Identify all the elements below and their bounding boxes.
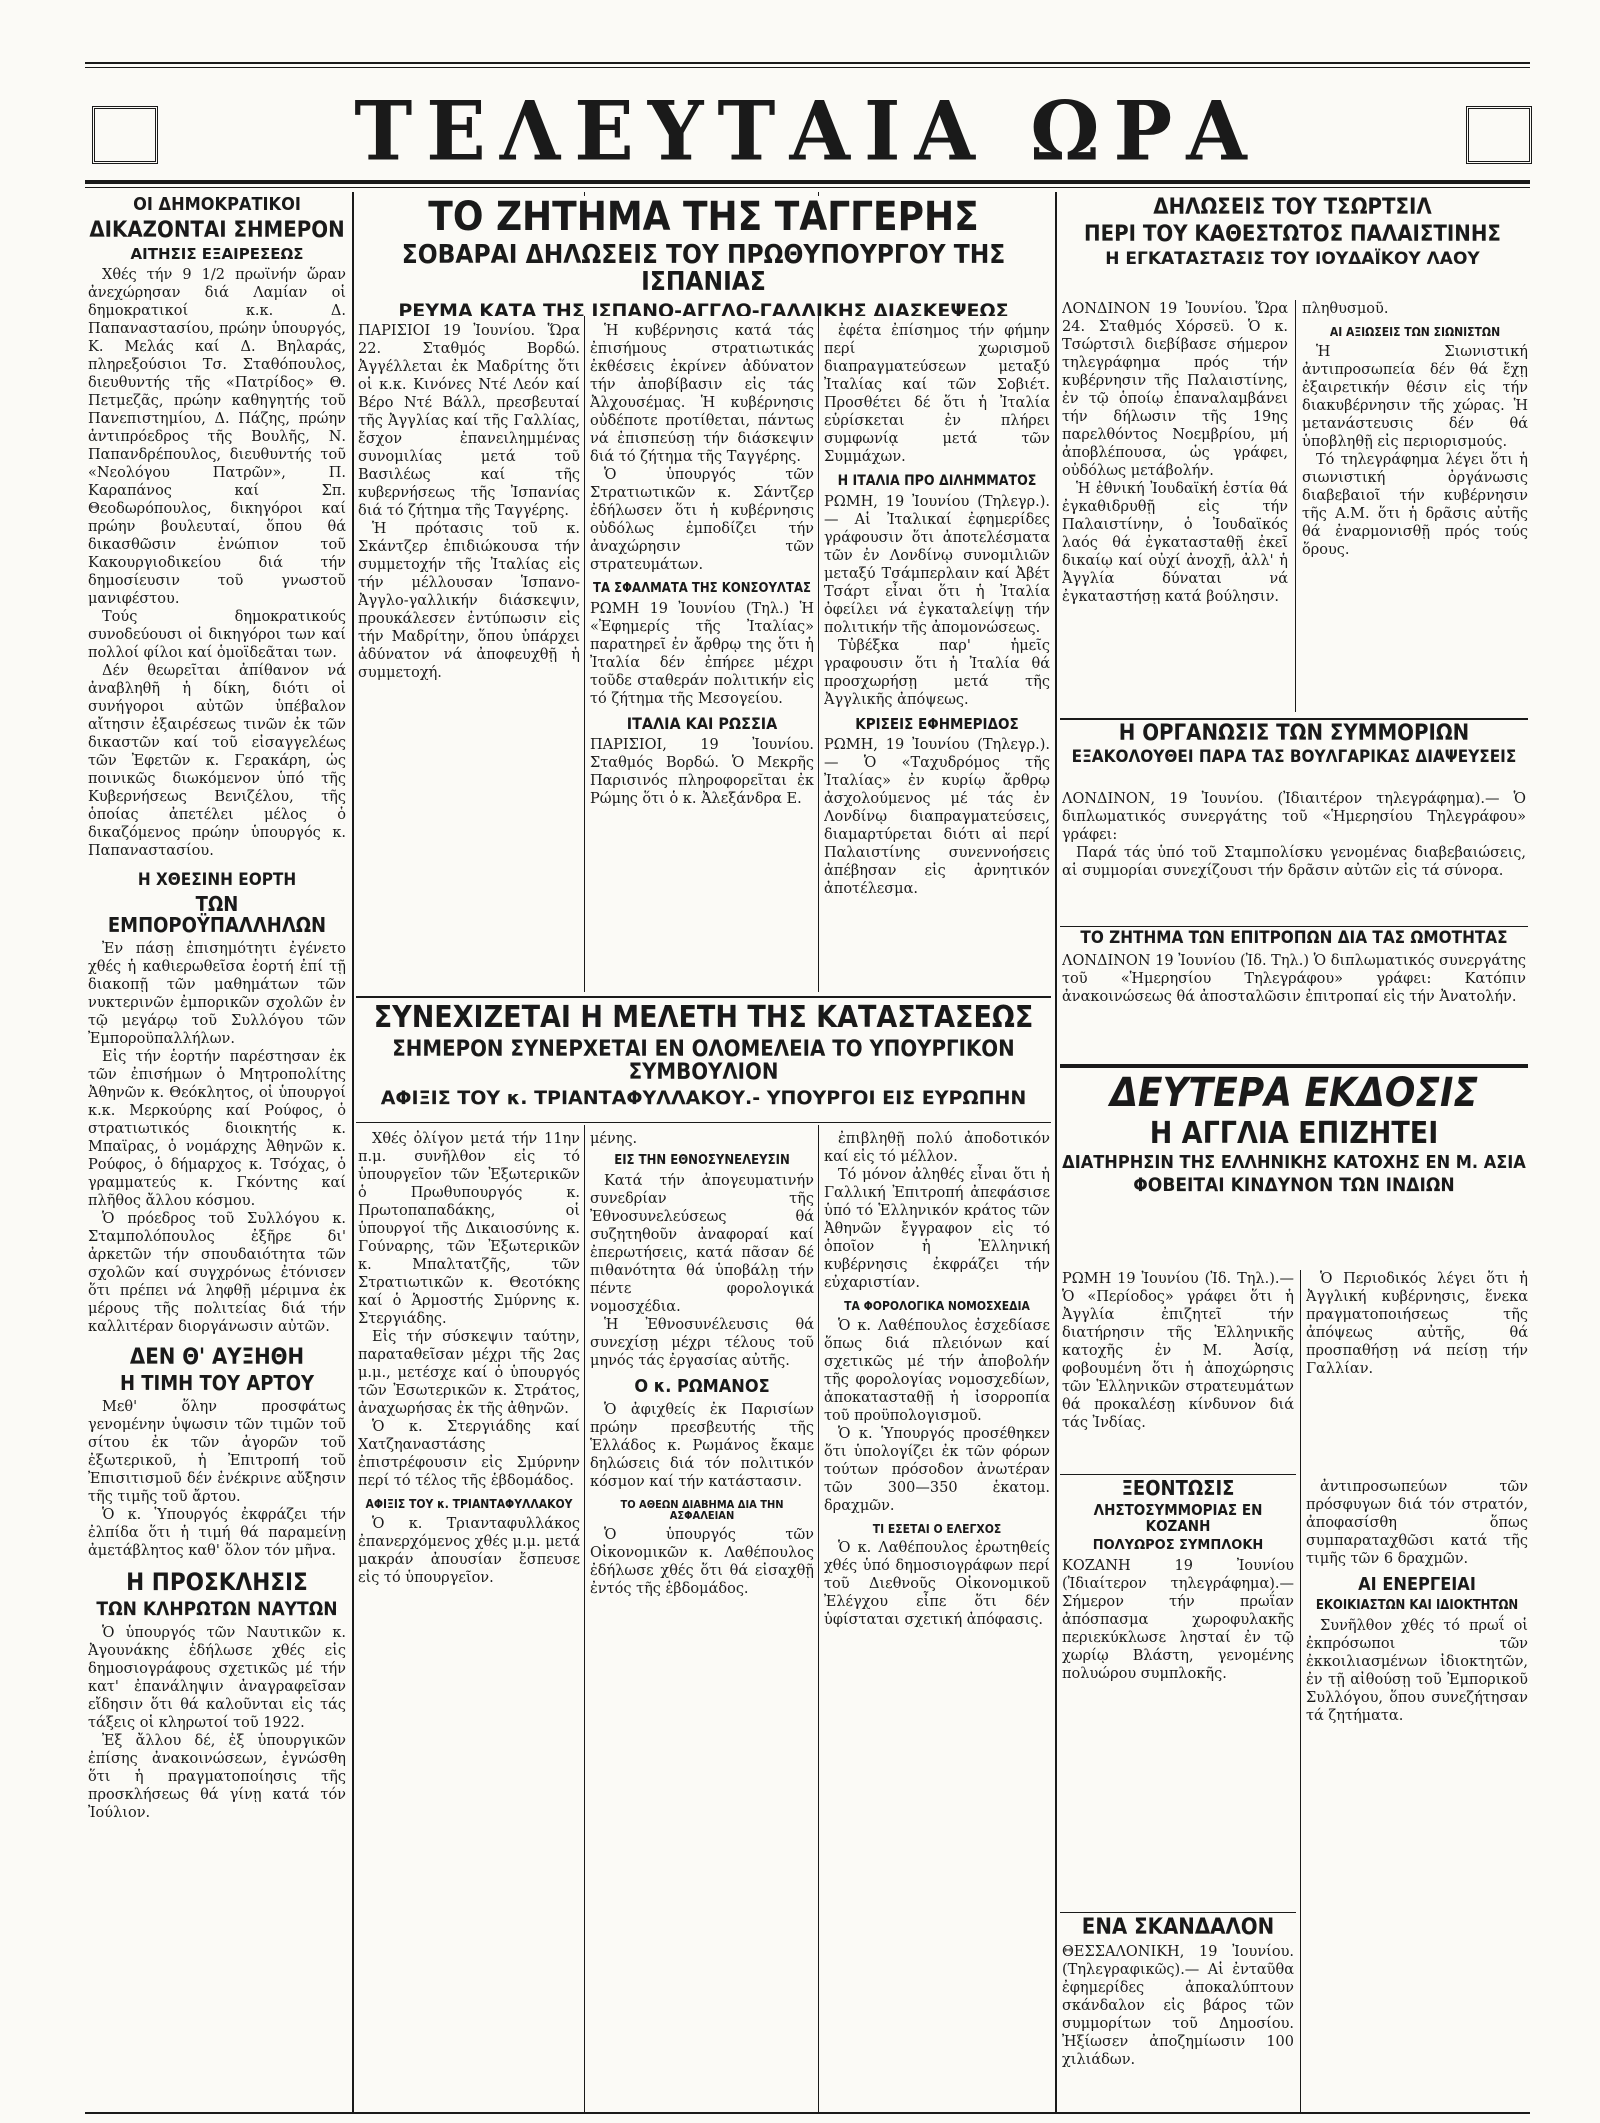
top-rule-2 [85,67,1530,68]
col-rule-1 [352,192,354,2112]
tenants-block [1306,1478,1528,2110]
center-column-c [824,1130,1050,2110]
subhead-arrival: ΑΦΙΞΙΣ ΤΟΥ κ. ΤΡΙΑΝΤΑΦΥΛΛΑΚΟΥ.- ΥΠΟΥΡΓΟΙ ΕΙΣ ΕΥΡΩΠΗΝ [380,1086,1027,1109]
article-text: πληθυσμοῦ. [1302,301,1389,317]
article-text: Παρά τάς ὑπό τοῦ Σταμπολίσκυ γενομένας διαβεβαιώσεις, αἱ συμμορίαι συνεχίζουσι τήν δρᾶσιν αὐτῶν εἰς τά σύνορα. [1062,845,1526,879]
article-text: Ὁ κ. Στεργιάδης καί Χατζηαναστάσης ἐπιστρέφουσιν εἰς Σμύρνην περί τό τέλος τῆς ἑβδομάδος. [358,1419,580,1489]
article-text: ΠΑΡΙΣΙΟΙ 19 Ἰουνίου. Ὥρα 22. Σταθμός Βορδώ. Ἀγγέλλεται ἐκ Μαδρίτης ὅτι οἱ κ.κ. Κινόνες Ντέ Λεόν καί Βέρο Ντέ Βάλλ, πρεσβευταί τῆς Ἀγγλίας καί τῆς Γαλλίας, ἔσχον ἐπανειλημμένας συνομιλίας μετά τοῦ Βασιλέως καί τῆς κυβερνήσεως τῆς Ἰσπανίας διά τό ζήτημα τῆς Ταγγέρης. [358,323,580,519]
headline-national-assembly: ΕΙΣ ΤΗΝ ΕΘΝΟΣΥΝΕΛΕΥΣΙΝ [614,1153,790,1168]
subhead-conference: ΡΕΥΜΑ ΚΑΤΑ ΤΗΣ ΙΣΠΑΝΟ-ΑΓΓΛΟ-ΓΑΛΛΙΚΗΣ ΔΙΑΣΚΕΨΕΩΣ [398,299,1009,316]
article-text: ΡΩΜΗ 19 Ἰουνίου (Τηλ.) Ἡ «Ἐφημερίς τῆς Ἰταλίας» παρατηρεῖ ἐν ἄρθρῳ της ὅτι ἡ Ἰταλία δέν ἐπήρεε μέχρι τοῦδε σταθεράν πολιτικήν εἰς τό ζήτημα τῆς Μεσογείου. [590,600,814,707]
article-text: ΡΩΜΗ 19 Ἰουνίου (Ἰδ. Τηλ.).— Ὁ «Περίοδος» γράφει ὅτι ἡ Ἀγγλία ἐπιζητεῖ τήν διατήρησιν τῆς Ἑλληνικῆς κατοχῆς ἐν Μ. Ἀσίᾳ, φοβουμένη ὅτι ἡ ἀποχώρησις τῶν Ἑλληνικῶν στρατευμάτων θά προκαλέσῃ κίνδυνον διά τάς Ἰνδίας. [1062,1271,1294,1431]
article-text: Χθές τήν 9 1/2 πρωϊνήν ὥραν ἀνεχώρησαν διά Λαμίαν οἱ δημοκρατικοί κ.κ. Δ. Παπαναστασίου, πρώην ὑπουργός, Κ. Μελάς καί Δ. Βηλαράς, πληρεξούσιοι Τσ. Σταθόπουλος, διευθυντής τῆς «Πατρίδος» Θ. Πετμεζᾶς, πρώην καθηγητής τοῦ Πανεπιστημίου, Δ. Πάζης, πρώην ἀντιπρόεδρος τῆς Βουλῆς, Ν. Παπανδρέπουλος, διευθυντής τοῦ «Νεολόγου Πατρῶν», Π. Καραπάνος καί Σπ. Θεοδωρόπουλος, δικηγόροι καί πρώην βουλευταί, ὅπου θά δικασθῶσιν ἐνώπιον τοῦ Κακουργιοδικείου διά τήν δημοσίευσιν τοῦ γνωστοῦ μανιφέστου. [88,267,346,608]
column-2a [358,322,580,992]
headline-tax-bills: ΤΑ ΦΟΡΟΛΟΓΙΚΑ ΝΟΜΟΣΧΕΔΙΑ [844,1299,1030,1313]
article-text: Ἐν πάσῃ ἐπισημότητι ἐγένετο χθές ἡ καθιερωθεῖσα ἑορτή ἐπί τῇ διακοπῇ τῶν μαθημάτων τῶν νυκτερινῶν ἐμπορικῶν σχολῶν ἐν τῷ μεγάρῳ τοῦ Συλλόγου τῶν Ἐμποροϋπαλλήλων. [88,941,346,1048]
article-text: ΚΟΖΑΝΗ 19 Ἰουνίου (Ἰδιαίτερον τηλεγράφημα).— Σήμερον τήν πρωΐαν ἀπόσπασμα χωροφυλακῆς περιεκύκλωσε λησταί ἐν τῷ χωρίῳ Βλάστη, γενομένης πολυώρου συμπλοκῆς. [1062,1557,1294,1682]
column-4c [1062,790,1526,920]
headline-cabinet-meeting: ΣΗΜΕΡΟΝ ΣΥΝΕΡΧΕΤΑΙ ΕΝ ΟΛΟΜΕΛΕΙΑ ΤΟ ΥΠΟΥΡΓΙΚΟΝ ΣΥΜΒΟΥΛΙΟΝ [392,1036,1015,1085]
second-edition-rule [1060,1064,1528,1068]
col-rule-5 [584,1125,585,2112]
headline-commissions: ΤΟ ΖΗΤΗΜΑ ΤΩΝ ΕΠΙΤΡΟΠΩΝ ΔΙΑ ΤΑΣ ΩΜΟΤΗΤΑΣ [1080,930,1508,948]
gangs-header [1060,722,1528,784]
article-text: Χθές ὀλίγον μετά τήν 11ην π.μ. συνῆλθον εἰς τό ὑπουργεῖον τῶν Ἐξωτερικῶν ὁ Πρωθυπουργός κ. Πρωτοπαπαδάκης, οἱ ὑπουργοί τῆς Δικαιοσύνης κ. Γούναρης, τῶν Ἐξωτερικῶν κ. Μπαλτατζῆς, τῶν Στρατιωτικῶν κ. Θεοτόκης καί ὁ Ἁρμοστής Σμύρνης κ. Στεργιάδης. [358,1131,580,1327]
article-text: μένης. [590,1131,638,1147]
headline-italy-russia: ΙΤΑΛΙΑ ΚΑΙ ΡΩΣΣΙΑ [626,713,778,733]
commissions-block [1062,930,1526,1060]
subhead-long-clash: ΠΟΛΥΩΡΟΣ ΣΥΜΠΛΟΚΗ [1092,1537,1264,1553]
article-text: Εἰς τήν σύσκεψιν ταύτην, παραταθεῖσαν μέχρι τῆς 2ας μ.μ., μετέσχε καί ὁ ὑπουργός τῶν Ἐσωτερικῶν κ. Στράτος, ἀναχωρήσας ἐκ τῆς ἀθηνῶν. [358,1329,580,1417]
headline-bread-price: Η ΤΙΜΗ ΤΟΥ ΑΡΤΟΥ [119,1371,315,1396]
headline-tenants-owners: ΕΚΟΙΚΙΑΣΤΩΝ ΚΑΙ ΙΔΙΟΚΤΗΤΩΝ [1315,1597,1519,1613]
article-text: Ἡ Ἐθνοσυνέλευσις θά συνεχίσῃ μέχρι τέλους τοῦ μηνός τάς ἐργασίας αὐτῆς. [590,1316,814,1369]
headline-palestine: ΠΕΡΙ ΤΟΥ ΚΑΘΕΣΤΩΤΟΣ ΠΑΛΑΙΣΤΙΝΗΣ [1084,222,1501,248]
headline-greek-occupation: ΔΙΑΤΗΡΗΣΙΝ ΤΗΣ ΕΛΛΗΝΙΚΗΣ ΚΑΤΟΧΗΣ ΕΝ Μ. ΑΣΙΑ [1062,1151,1526,1173]
subhead-recusal: ΑΙΤΗΣΙΣ ΕΞΑΙΡΕΣΕΩΣ [130,244,304,263]
article-text: Ἐξ ἄλλου δέ, ἐξ ὑπουργικῶν ἐπίσης ἀνακοινώσεων, ἐγνώσθη ὅτι ἡ πραγματοποίησις τῆς προσκλήσεως θά γίνῃ κατά τόν Ἰούλιον. [88,1732,346,1821]
masthead [85,83,1530,180]
headline-trial-today: ΔΙΚΑΖΟΝΤΑΙ ΣΗΜΕΡΟΝ [89,217,345,243]
headline-india-danger: ΦΟΒΕΙΤΑΙ ΚΙΝΔΥΝΟΝ ΤΩΝ ΙΝΔΙΩΝ [1133,1174,1455,1197]
masthead-title: ΤΕΛΕΥΤΑΙΑ ΩΡΑ [354,83,1261,180]
article-text: ἀντιπροσωπεύων τῶν πρόσφυγων διά τόν στρατόν, ἀποφασίσθη ὅπως συμπαραταχθῶσι κατά τῆς τιμῆς τῶν 6 δραχμῶν. [1306,1479,1528,1567]
column-5a [1062,1270,1294,1470]
headline-newspaper-criticism: ΚΡΙΣΕΙΣ ΕΦΗΜΕΡΙΔΟΣ [855,714,1019,733]
article-text: Κατά τήν ἀπογευματινήν συνεδρίαν τῆς Ἐθνοσυνελεύσεως θά συζητηθοῦν ἀναφοραί καί ἐπερωτήσεις, κατά πᾶσαν δέ πιθανότητα θά ὑποβάλῃ τήν πέντε φορολογικά νομοσχέδια. [590,1172,814,1315]
center-banner [356,1002,1051,1122]
headline-democrats: ΟΙ ΔΗΜΟΚΡΑΤΙΚΟΙ [133,196,301,215]
headline-scandal: ΕΝΑ ΣΚΑΝΔΑΛΟΝ [1081,1916,1275,1940]
article-text: ΡΩΜΗ, 19 Ἰουνίου (Τηλεγρ.). — Αἱ Ἰταλικαί ἐφημερίδες γράφουσιν ὅτι ἀποτελέσματα τῶν ἐν Λονδίνῳ συνομιλιῶν μεταξύ Τσάμπερλαιν καί Ἀβέτ Τσάρτ εἶναι ὅτι ἡ Ἰταλία ὀφείλει νά ἐγκαταλείψῃ τήν πολιτικήν τῆς ἀπομονώσεως. [824,493,1050,636]
col-rule-7 [1300,1270,1301,2112]
article-text: Ὁ κ. Ὑπουργός προσέθηκεν ὅτι ὑπολογίζει ἐκ τῶν φόρων τούτων πρόσοδον ἀνωτέραν τῶν 300—350 ἑκατομ. δραχμῶν. [824,1425,1050,1514]
column-3 [824,322,1050,992]
article-text: ΠΑΡΙΣΙΟΙ, 19 Ἰουνίου. Σταθμός Βορδώ. Ὁ Μεκρῆς Παρισινός πληροφορεῖται ἐκ Ρώμης ὅτι ὁ κ. Ἀλεξάνδρα Ε. [590,737,814,808]
article-text: Ὁ κ. Τριανταφυλλάκος ἐπανερχόμενος χθές μ.μ. μετά μακράν ἀπουσίαν ἔσπευσε εἰς τό ὑπουργεῖον. [358,1515,580,1586]
commissions-rule [1060,926,1528,927]
headline-employees: ΤΩΝ ΕΜΠΟΡΟΫΠΑΛΛΗΛΩΝ [107,892,327,938]
article-text: Ἡ πρότασις τοῦ κ. Σκάντζερ ἐπιδιώκουσα τήν συμμετοχήν τῆς Ἰταλίας εἰς τήν μέλλουσαν Ἱσπανο-Ἀγγλο-γαλλικήν διάσκεψιν, προυκάλεσεν ἐντύπωσιν εἰς τήν Μαδρίτην, ὅπου ὑπάρχει ἀδύνατον νά ἀποφευχθῇ ἡ συμμετοχή. [358,521,580,681]
churchill-header [1060,196,1525,306]
column-2b [590,322,814,992]
gangs-rule [1060,718,1528,720]
top-rule [85,62,1530,64]
article-text: Ὁ πρόεδρος τοῦ Συλλόγου κ. Σταμπολόπουλος ἐξῆρε δι' ἀρκετῶν τήν σπουδαιότητα τῶν σχολῶν καί συγχρόνως ἐτόνισεν ὅτι πρέπει νά ληφθῇ μέριμνα ἐκ μέρους τῆς πολιτείας διά τήν καλλιτέραν διοργάνωσιν αὐτῶν. [88,1211,346,1336]
second-edition-header [1060,1072,1528,1262]
bandit-rule [1060,1474,1296,1475]
headline-extermination: ΞΕΟΝΤΩΣΙΣ [1121,1478,1235,1500]
headline-yesterday-celebration: Η ΧΘΕΣΙΝΗ ΕΟΡΤΗ [137,870,297,891]
headline-security: ΤΟ ΑΘΕΩΝ ΔΙΑΒΗΜΑ ΔΙΑ ΤΗΝ ΑΣΦΑΛΕΙΑΝ [620,1497,784,1523]
col-rule-6 [818,1125,819,2112]
article-text: Ὁ κ. Ὑπουργός ἐκφράζει τήν ἐλπίδα ὅτι ἡ τιμή θά παραμείνῃ ἀμετάβλητος καθ' ὅλον τόν μῆνα. [88,1507,346,1560]
article-text: ἐπιβληθῇ πολύ ἀποδοτικόν καί εἰς τό μέλλον. [824,1131,1050,1165]
col-rule-2 [1055,192,1057,2112]
headline-romanos: Ο κ. ΡΩΜΑΝΟΣ [634,1375,770,1397]
article-text: Ὁ ἀφιχθείς ἐκ Παρισίων πρώην πρεσβευτής τῆς Ἑλλάδος κ. Ρωμάνος ἔκαμε δηλώσεις διά τόν πολιτικόν κόσμον καί τήν κατάστασιν. [590,1401,814,1490]
masthead-rule [85,180,1530,184]
headline-kozani-gang: ΛΗΣΤΟΣΥΜΜΟΡΙΑΣ ΕΝ ΚΟΖΑΝΗ [1093,1501,1263,1535]
column-5b [1306,1270,1528,1470]
article-text: Ἡ ἐθνική Ἰουδαϊκή ἑστία θά ἐγκαθιδρυθῇ εἰς τήν Παλαιστίνην, ὁ Ἰουδαϊκός λαός θά ἐγκατασταθῇ ἐκεῖ δικαίῳ καί οὐχί ἀνοχῇ, ἀλλ' ἡ Ἀγγλία δύναται νά ἐγκαταστήσῃ κατά βούλησιν. [1062,481,1288,605]
article-text: Εἰς τήν ἑορτήν παρέστησαν ἐκ τῶν ἐπισήμων ὁ Μητροπολίτης Ἀθηνῶν κ. Θεόκλητος, οἱ ὑπουργοί κ.κ. Μερκούρης καί Ρούφος, ὁ στρατιωτικός διοικητής κ. Μπαϊρας, ὁ νομάρχης Ἀθηνῶν κ. Ρούφος, ὁ δήμαρχος κ. Τσόχας, ὁ γραμματεύς κ. Γκόντης καί πλῆθος ἄλλου κόσμου. [88,1049,346,1210]
headline-arrival-triantafyllakos: ΑΦΙΞΙΣ ΤΟΥ κ. ΤΡΙΑΝΤΑΦΥΛΛΑΚΟΥ [365,1497,573,1511]
bandit-block [1062,1478,1294,1908]
column-4a [1062,300,1288,715]
headline-spain-pm: ΣΟΒΑΡΑΙ ΔΗΛΩΣΕΙΣ ΤΟΥ ΠΡΩΘΥΠΟΥΡΓΟΥ ΤΗΣ ΙΣΠΑΝΙΑΣ [401,240,1006,298]
article-text: Τό τηλεγράφημα λέγει ὅτι ἡ σιωνιστική ὀργάνωσις διαβεβαιοῖ τήν κυβέρνησιν τῆς Α.Μ. ὅτι ἡ δρᾶσις αὐτῆς θά ἐναρμονισθῇ πρός τούς ὅρους. [1302,451,1528,558]
center-banner-rule-bottom [356,1122,1051,1123]
headline-control: ΤΙ ΕΣΕΤΑΙ Ο ΕΛΕΓΧΟΣ [872,1521,1002,1536]
headline-england-seeks: Η ΑΓΓΛΙΑ ΕΠΙΖΗΤΕΙ [1149,1116,1439,1151]
article-text: Ἡ κυβέρνησις κατά τάς ἐπισήμους στρατιωτικάς ἐκθέσεις ἐκρίνεν ἀδύνατον τήν ἀποβίβασιν εἰς τάς Ἀλχουσέμας. Ἡ κυβέρνησις οὐδέποτε προτίθεται, πάντως νά ἐπισπεύσῃ τήν διάσκεψιν διά τό ζήτημα τῆς Ταγγέρης. [590,323,814,465]
article-text: Ὁ Περιοδικός λέγει ὅτι ἡ Ἀγγλική κυβέρνησις, ἕνεκα πραγματοποιήσεως τῆς ἀπόψεως αὐτῆς, θά προσπαθήσῃ νά πείσῃ τήν Γαλλίαν. [1306,1271,1528,1377]
article-text: Δέν θεωρεῖται ἀπίθανον νά ἀναβληθῆ ἡ δίκη, διότι οἱ συνήγοροι αὐτῶν ὑπέβαλον αἴτησιν ἐξαιρέσεως τινῶν ἐκ τῶν δικαστῶν καί τοῦ εἰσαγγελέως τῶν Ἐφετῶν κ. Γερακάρη, ὡς ποινικῶς διωκόμενον ὑπό τῆς Κυβερνήσεως Βενιζέλου, τῆς ὁποίας ἀπετέλει μέλος ὁ δικαζόμενος πρώην ὑπουργός κ. Παπαναστασίου. [88,663,346,860]
headline-will-not-increase: ΔΕΝ Θ' ΑΥΞΗΘΗ [129,1345,305,1371]
article-text: ἐφέτα ἐπίσημος τήν φήμην περί χωρισμοῦ διαπραγματεύσεων μεταξύ Ἰταλίας καί τῶν Σοβιέτ. Προσθέτει δέ ὅτι ἡ Ἰταλία εὑρίσκεται ἐν πλήρει συμφωνίᾳ μετά τῶν Συμμάχων. [824,323,1050,465]
headline-churchill: ΔΗΛΩΣΕΙΣ ΤΟΥ ΤΣΩΡΤΣΙΛ [1153,196,1432,220]
article-text: ΡΩΜΗ, 19 Ἰουνίου (Τηλεγρ.).— Ὁ «Ταχυδρόμος τῆς Ἰταλίας» ἐν κυρίῳ ἄρθρῳ ἀσχολούμενος μέ τάς ἐν Λονδίνῳ διαπραγματεύσεις, διαμαρτύρεται διότι αἱ περί Παλαιστίνης συνεννοήσεις ἀπέβησαν εἰς ἀρνητικόν ἀποτέλεσμα. [824,737,1050,898]
headline-zionist-claims: ΑΙ ΑΞΙΩΣΕΙΣ ΤΩΝ ΣΙΩΝΙΣΤΩΝ [1329,325,1501,339]
headline-summons: Η ΠΡΟΣΚΛΗΣΙΣ [126,1568,308,1597]
article-text: Συνῆλθον χθές τό πρωΐ οἱ ἐκπρόσωποι τῶν ἐκκοιλιασμένων ἰδιοκτητῶν, ἐν τῇ αἰθούσῃ τοῦ Ἐμπορικοῦ Συλλόγου, ὅπου συνεζήτησαν τά ζητήματα. [1306,1617,1528,1724]
headline-conscript-sailors: ΤΩΝ ΚΛΗΡΩΤΩΝ ΝΑΥΤΩΝ [96,1597,338,1620]
headline-tangier: ΤΟ ΖΗΤΗΜΑ ΤΗΣ ΤΑΓΓΕΡΗΣ [428,196,979,240]
article-text: Ὁ ὑπουργός τῶν Στρατιωτικῶν κ. Σάντζερ ἐδήλωσεν ὅτι ἡ κυβέρνησις οὐδόλως ἐμποδίζει τήν ἀναχώρησιν τῶν στρατευμάτων. [590,467,814,573]
article-text: Ὁ ὑπουργός τῶν Οἰκονομικῶν κ. Λαθέπουλος ἐδήλωσε χθές ὅτι θά εἰσαχθῇ ἐντός τῆς ἑβδομάδος. [590,1526,814,1597]
scandal-rule [1060,1912,1296,1913]
headline-gangs: Η ΟΡΓΑΝΩΣΙΣ ΤΩΝ ΣΥΜΜΟΡΙΩΝ [1118,722,1470,746]
column-4b [1302,300,1528,715]
masthead-rule-2 [85,187,1530,188]
article-text: Ἡ Σιωνιστική ἀντιπροσωπεία δέν θά ἔχῃ ἐξαιρετικήν θέσιν εἰς τήν διακυβέρνησιν τῆς χώρας. Ἡ μετανάστευσις δέν θά ὑποβληθῇ εἰς περιορισμούς. [1302,343,1528,450]
headline-bulgarian-denials: ΕΞΑΚΟΛΟΥΘΕΙ ΠΑΡΑ ΤΑΣ ΒΟΥΛΓΑΡΙΚΑΣ ΔΙΑΨΕΥΣΕΙΣ [1071,747,1517,768]
subhead-jewish-people: Η ΕΓΚΑΤΑΣΤΑΣΙΣ ΤΟΥ ΙΟΥΔΑΪΚΟΥ ΛΑΟΥ [1105,249,1480,270]
column-1 [88,196,346,2108]
headline-consulta: ΤΑ ΣΦΑΛΜΑΤΑ ΤΗΣ ΚΟΝΣΟΥΛΤΑΣ [592,581,812,596]
article-text: ΘΕΣΣΑΛΟΝΙΚΗ, 19 Ἰουνίου. (Τηλεγραφικῶς).— Αἱ ἐνταῦθα ἐφημερίδες ἀποκαλύπτουν σκάνδαλον εἰς βάρος τῶν συμμορίτων τοῦ Δημοσίου. Ἠξίωσεν ἀποζημίωσιν 100 χιλιάδων. [1062,1944,1294,2069]
center-column-a [358,1130,580,2110]
article-text: ΛΟΝΔΙΝΟΝ 19 Ἰουνίου (Ἰδ. Τηλ.) Ὁ διπλωματικός συνεργάτης τοῦ «Ἡμερησίου Τηλεγράφου» γράφει: Κατόπιν ἀνακοινώσεως θά ἀποσταλῶσιν ἐπιτροπαί εἰς τήν Ἀνατολήν. [1062,952,1526,1005]
article-text: Ὁ ὑπουργός τῶν Ναυτικῶν κ. Ἀγουνάκης ἐδήλωσε χθές εἰς δημοσιογράφους σχετικῶς μέ τήν κατ' ἐπανάληψιν ἀναγραφεῖσαν εἴδησιν ὅτι θά καλοῦνται εἰς τάς τάξεις οἱ κληρωτοί τοῦ 1922. [88,1624,346,1731]
headline-situation-study: ΣΥΝΕΧΙΖΕΤΑΙ Η ΜΕΛΕΤΗ ΤΗΣ ΚΑΤΑΣΤΑΣΕΩΣ [373,1002,1034,1035]
scandal-block [1062,1916,1294,2110]
article-text: Τούς δημοκρατικούς συνοδεύουσι οἱ δικηγόροι των καί πολλοί φίλοι καί ὁμοϊδεᾶται των. [88,609,346,662]
article-text: Ὁ κ. Λαθέπουλος ἐρωτηθείς χθές ὑπό δημοσιογράφων περί τοῦ Διεθνοῦς Οἰκονομικοῦ Ἐλέγχου εἶπε ὅτι δέν ὑφίσταται σχετική ἀπόφασις. [824,1540,1050,1629]
center-banner-rule [356,996,1051,998]
headline-italy-dilemma: Η ΙΤΑΛΙΑ ΠΡΟ ΔΙΛΗΜΜΑΤΟΣ [837,473,1037,489]
article-text: Τό μόνον ἀληθές εἶναι ὅτι ἡ Γαλλική Ἐπιτροπή ἀπεφάσισε ὑπό τό Ἑλληνικόν κράτος τῶν Ἀθηνῶν ἔγγραφον εἰς τό ὁποῖον ἡ Ἑλληνική κυβέρνησις ἐκφράζει τήν εὐχαριστίαν. [824,1167,1050,1291]
col-rule-8 [1295,300,1296,712]
article-text: Μεθ' ὅλην προσφάτως γενομένην ὑψωσιν τῶν τιμῶν τοῦ σίτου ἐκ τῶν ἀγορῶν τοῦ ἐξωτερικοῦ, ἡ Ἐπιτροπή τοῦ Ἐπισιτισμοῦ δέν ἐνέκρινε αὔξησιν τῆς τιμῆς τοῦ ἄρτου. [88,1399,346,1506]
article-text: Ὁ κ. Λαθέπουλος ἐσχεδίασε ὅπως διά πλειόνων καί σχετικῶς μέ τήν ἀποβολήν τῆς φορολογίας νομοσχεδίων, ἀποκατασταθῇ ἡ ἰσορροπία τοῦ προϋπολογισμοῦ. [824,1317,1050,1424]
center-column-b [590,1130,814,2110]
headline-actions: ΑΙ ΕΝΕΡΓΕΙΑΙ [1358,1574,1476,1595]
bottom-rule [85,2112,1530,2114]
article-text: ΛΟΝΔΙΝΟΝ, 19 Ἰουνίου. (Ἰδιαιτέρον τηλεγράφημα).— Ὁ διπλωματικός συνεργάτης τοῦ «Ἡμερησίου Τηλεγράφου» γράφει: [1062,791,1526,843]
tangier-header [356,196,1051,316]
article-text: Τὐβέξκα παρ' ἡμεῖς γραφουσιν ὅτι ἡ Ἰταλία θά προσχωρήσῃ μετά τῆς Ἀγγλικῆς ἀπόψεως. [824,637,1050,708]
article-text: ΛΟΝΔΙΝΟΝ 19 Ἰουνίου. Ὥρα 24. Σταθμός Χόρσεϋ. Ὁ κ. Τσώρτσιλ διεβίβασε σήμερον τηλεγράφημα πρός τήν κυβέρνησιν τῆς Παλαιστίνης, ἐν τῷ ὁποίῳ ἐπαναλαμβάνει τήν δήλωσιν τῆς 19ης παρελθόντος Νοεμβρίου, μή ἀποβλέπουσα, ὡς γράφει, οὐδόλως μετάβολήν. [1062,301,1288,479]
headline-second-edition: ΔΕΥΤΕΡΑ ΕΚΔΟΣΙΣ [1110,1072,1478,1116]
